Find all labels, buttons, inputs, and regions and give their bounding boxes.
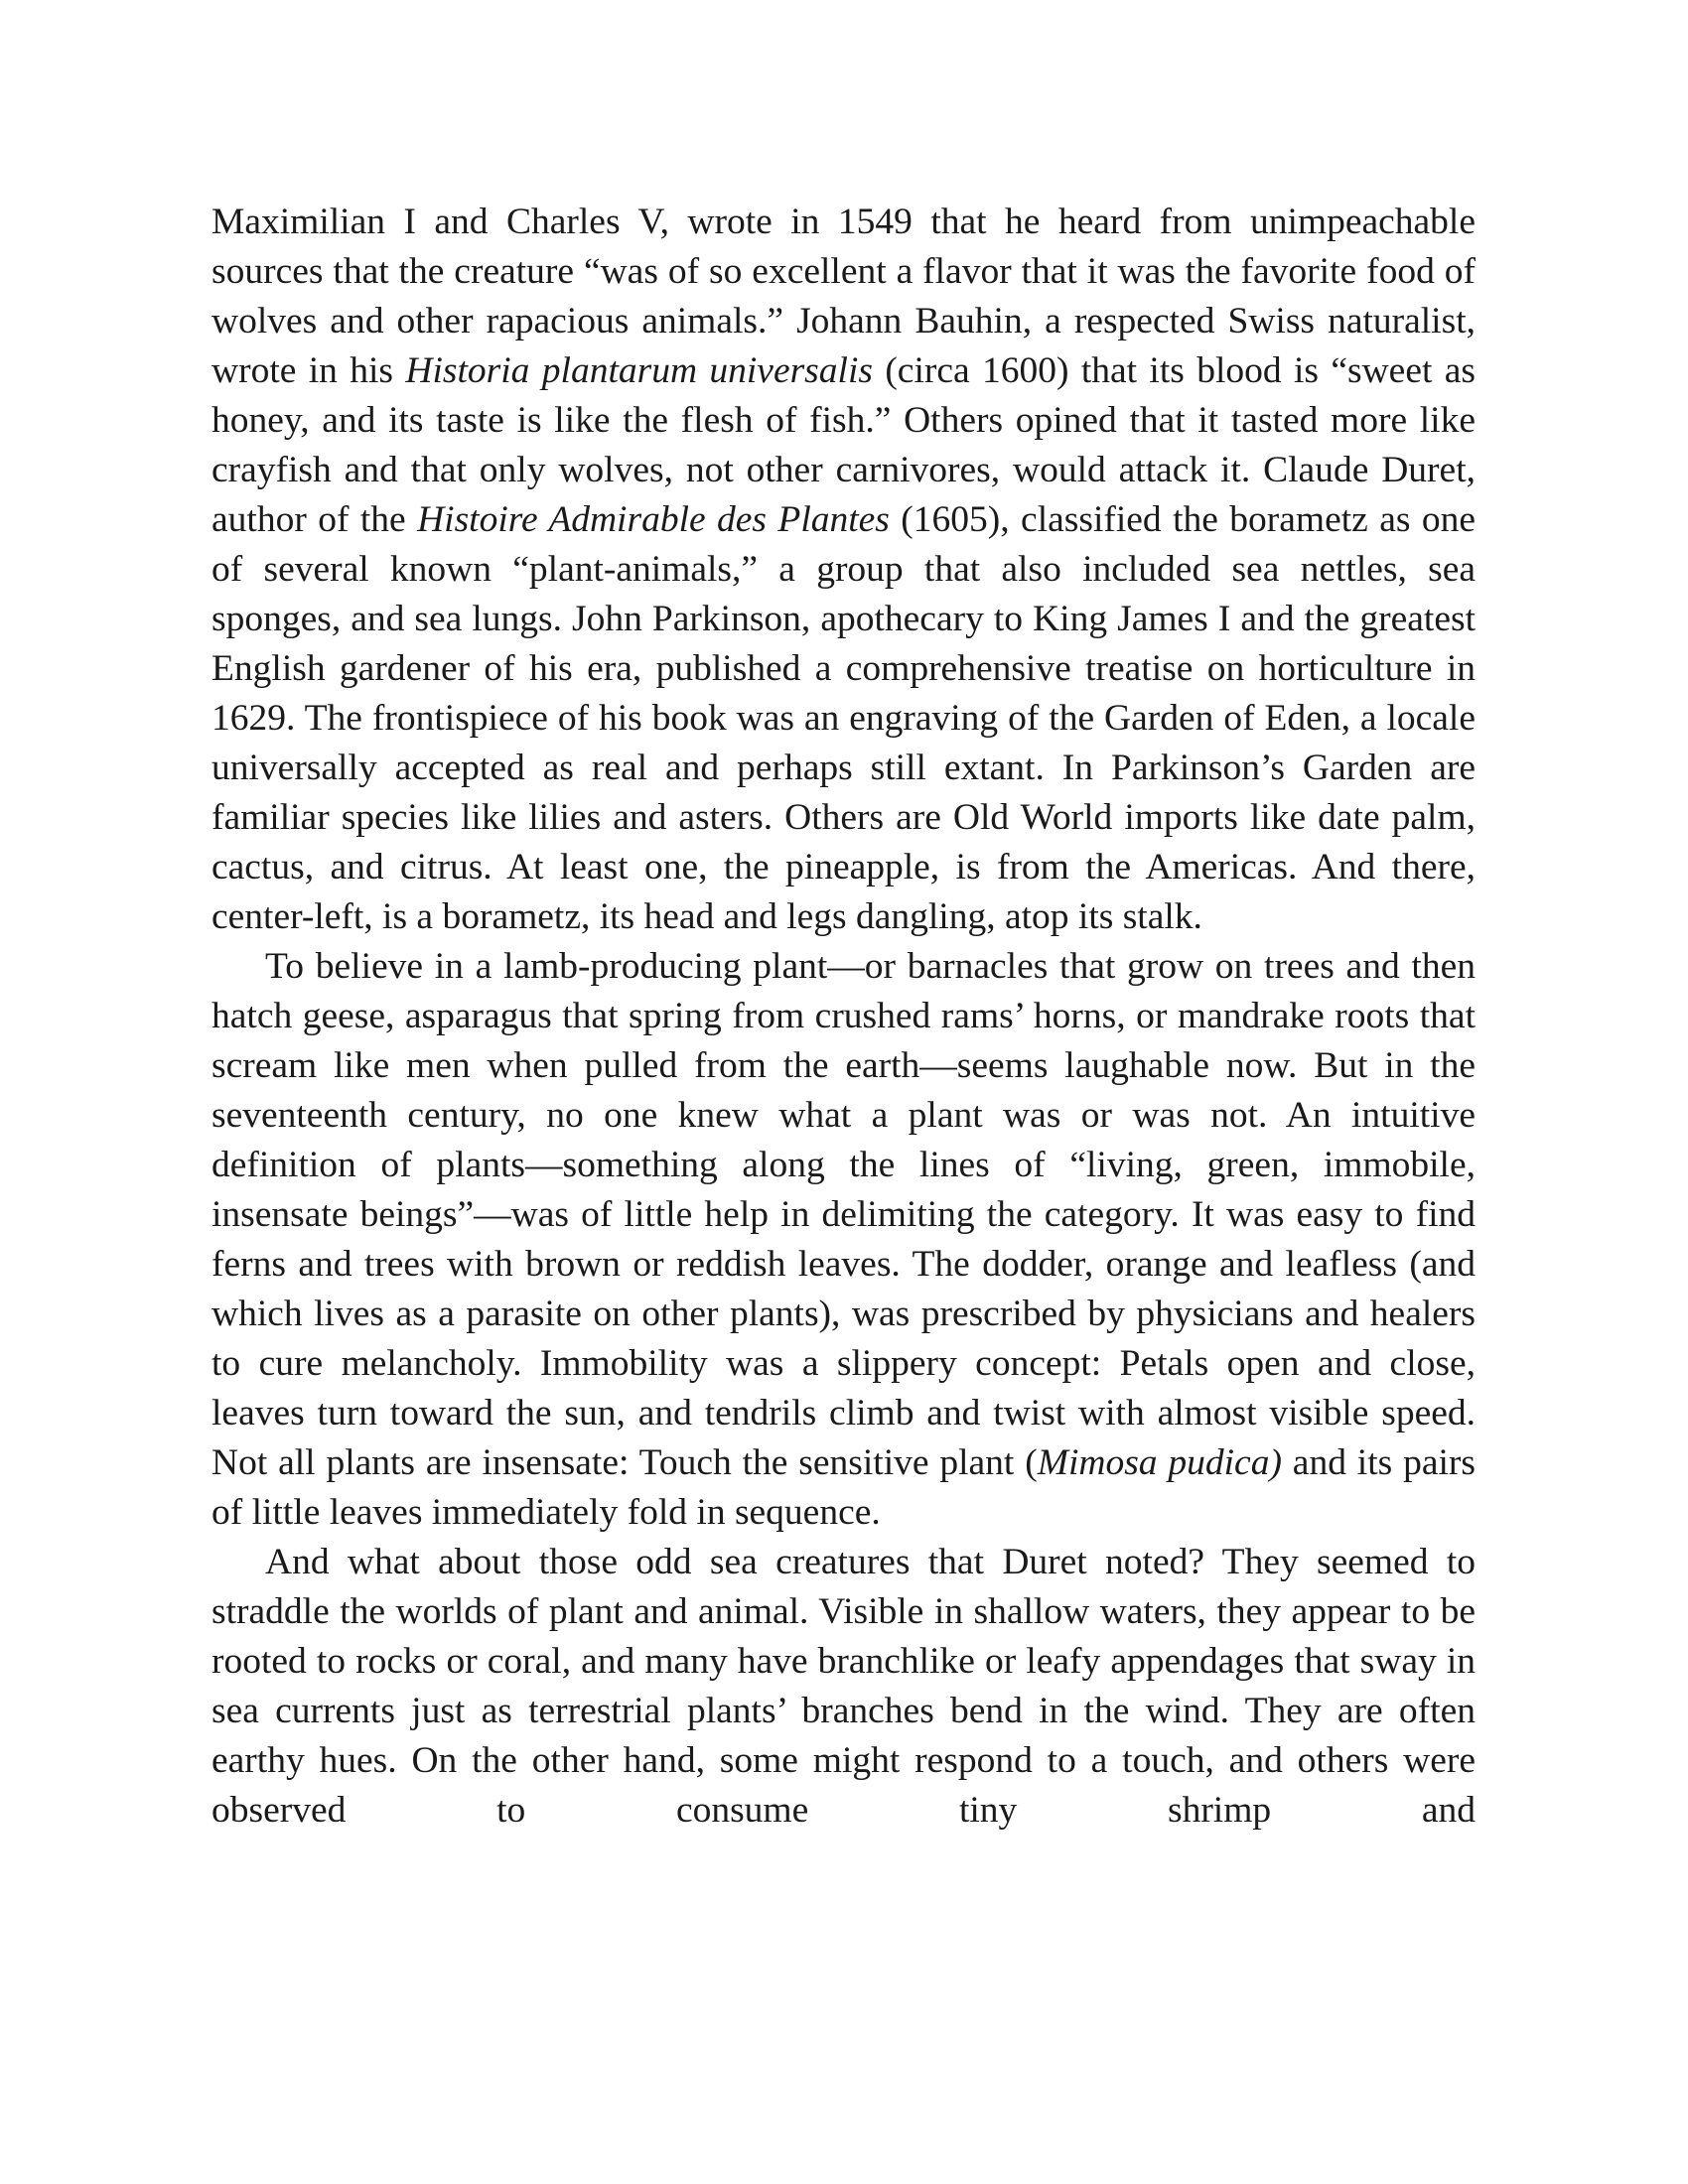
text-run: (circa 1600) that its blood is “sweet as honey, and its taste is like the flesh of fish.” Others opined that it tasted more like crayfish and that only wolves, not other carnivores, would attack it. Claude Duret, author of the [211, 350, 1476, 540]
book-title-histoire-admirable: Histoire Admirable des Plantes [417, 499, 890, 540]
text-run: and its pairs of little leaves immediately fold in sequence. [211, 1442, 1476, 1533]
text-run: (1605), classified the borametz as one of several known “plant-animals,” a group that also included sea nettles, sea sponges, and sea lungs. John Parkinson, apothecary to King James I and the greatest English gardener of his era, published a comprehensive treatise on horticulture in 1629. The frontispiece of his book was an engraving of the Garden of Eden, a locale universally accepted as real and perhaps still extant. In Parkinson’s Garden are familiar species like lilies and asters. Others are Old World imports like date palm, cactus, and citrus. At least one, the pineapple, is from the Americas. And there, center-left, is a borametz, its head and legs dangling, atop its stalk. [211, 499, 1476, 937]
book-title-historia-plantarum: Historia plantarum universalis [405, 350, 873, 391]
text-run: And what about those odd sea creatures that Duret noted? They seemed to straddle the worlds of plant and animal. Visible in shallow waters, they appear to be rooted to rocks or coral, and many have branchlike or leafy appendages that sway in sea currents just as terrestrial plants’ branches bend in the wind. They are often earthy hues. On the other hand, some might respond to a touch, and others were observed to consume tiny shrimp and [211, 1542, 1476, 1831]
text-run: Maximilian I and Charles V, wrote in 1549 that he heard from unimpeachable sources that the creature “was of so excellent a flavor that it was the favorite food of wolves and other rapacious animals.” Johann Bauhin, a respected Swiss naturalist, wrote in his [211, 202, 1476, 391]
paragraph-1 [211, 198, 1476, 942]
text-run: To believe in a lamb-producing plant—or barnacles that grow on trees and then hatch geese, asparagus that spring from crushed rams’ horns, or mandrake roots that scream like men when pulled from the earth—seems laughable now. But in the seventeenth century, no one knew what a plant was or was not. An intuitive definition of plants—something along the lines of “living, green, immobile, insensate beings”—was of little help in delimiting the category. It was easy to find ferns and trees with brown or reddish leaves. The dodder, orange and leafless (and which lives as a parasite on other plants), was prescribed by physicians and healers to cure melancholy. Immobility was a slippery concept: Petals open and close, leaves turn toward the sun, and tendrils climb and twist with almost visible speed. Not all plants are insensate: Touch the sensitive plant ( [211, 946, 1476, 1483]
paragraph-2 [211, 942, 1476, 1538]
paragraph-3 [211, 1538, 1476, 1836]
book-page-text [211, 198, 1476, 1836]
species-name-mimosa: Mimosa pudica) [1037, 1442, 1282, 1483]
